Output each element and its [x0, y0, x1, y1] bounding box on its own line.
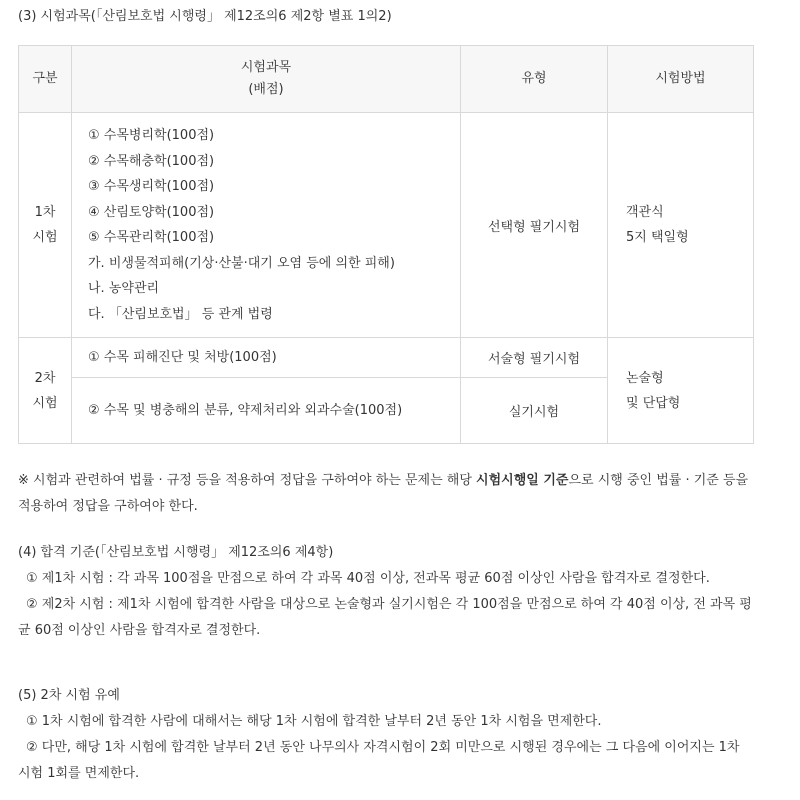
second-exam-method-line2: 및 단답형 [626, 395, 681, 411]
note-bold: 시험시행일 기준 [476, 473, 569, 488]
second-exam-subject-1 [72, 338, 461, 378]
list-item: ④ 산림토양학(100점) [88, 204, 215, 220]
header-subject-points: (배점) [248, 82, 284, 97]
table-row-first-exam [19, 113, 754, 338]
second-exam-label-line1: 2차 [34, 370, 56, 386]
first-exam-method-line2: 5지 택일형 [626, 230, 689, 245]
section-4-item-2: ② 제2차 시험 : 제1차 시험에 합격한 사람을 대상으로 논술형과 실기시험은 각 100점을 만점으로 하여 각 40점 이상, 전 과목 평균 60점 이상인 사람을 합격자로 결정한다. [18, 597, 752, 638]
second-exam-subject-1-text: ① 수목 피해진단 및 처방(100점) [88, 350, 277, 365]
list-item: 나. 농약관리 [88, 281, 160, 296]
list-item: 가. 비생물적피해(기상·산불·대기 오염 등에 의한 피해) [88, 255, 395, 271]
second-exam-subject-2 [72, 378, 461, 444]
header-type: 유형 [461, 46, 608, 113]
list-item: ⑤ 수목관리학(100점) [88, 230, 215, 245]
header-method: 시험방법 [608, 46, 754, 113]
note-suffix: 으로 시행 중인 법률 · 기준 등을 적용하여 정답을 구하여야 한다. [18, 473, 749, 514]
list-item: ③ 수목생리학(100점) [88, 179, 215, 194]
first-exam-type: 선택형 필기시험 [461, 113, 608, 338]
section-5 [18, 683, 756, 787]
list-item: 다. 「산림보호법」 등 관계 법령 [88, 306, 273, 322]
section-5-heading: (5) 2차 시험 유예 [18, 688, 120, 703]
section-4-heading: (4) 합격 기준(「산림보호법 시행령」 제12조의6 제4항) [18, 545, 334, 560]
note-prefix: ※ 시험과 관련하여 법률 · 규정 등을 적용하여 정답을 구하여야 하는 문제는 해당 [18, 473, 477, 488]
table-header-row [19, 46, 754, 113]
first-exam-label-line1: 1차 [34, 205, 56, 220]
second-exam-type-1: 서술형 필기시험 [461, 338, 608, 378]
second-exam-type-2: 실기시험 [461, 378, 608, 444]
second-exam-label [19, 338, 72, 444]
table-row-second-exam-a [19, 338, 754, 378]
second-exam-method-line1: 논술형 [626, 370, 664, 386]
second-exam-subject-2-text: ② 수목 및 병충해의 분류, 약제처리와 외과수술(100점) [88, 403, 403, 418]
first-exam-label [19, 113, 72, 338]
section-4 [18, 540, 756, 644]
first-exam-method [608, 113, 754, 338]
first-exam-subjects [72, 113, 461, 338]
header-subject [72, 46, 461, 113]
exam-subjects-table [18, 45, 754, 444]
second-exam-method [608, 338, 754, 444]
section-3-heading: (3) 시험과목(「산림보호법 시행령」 제12조의6 제2항 별표 1의2) [18, 9, 392, 24]
header-division: 구분 [19, 46, 72, 113]
list-item: ② 수목해충학(100점) [88, 153, 215, 169]
section-5-item-2: ② 다만, 해당 1차 시험에 합격한 날부터 2년 동안 나무의사 자격시험이 2회 미만으로 시행된 경우에는 그 다음에 이어지는 1차 시험 1회를 면제한다. [18, 740, 740, 781]
section-5-item-1: ① 1차 시험에 합격한 사람에 대해서는 해당 1차 시험에 합격한 날부터 2년 동안 1차 시험을 면제한다. [26, 714, 602, 729]
first-exam-method-line1: 객관식 [626, 205, 664, 220]
first-exam-label-line2: 시험 [32, 230, 58, 245]
section-4-item-1: ① 제1차 시험 : 각 과목 100점을 만점으로 하여 각 과목 40점 이상, 전과목 평균 60점 이상인 사람을 합격자로 결정한다. [26, 571, 710, 586]
exam-law-note [18, 468, 756, 520]
second-exam-label-line2: 시험 [32, 395, 58, 411]
header-subject-title: 시험과목 [240, 60, 292, 75]
list-item: ① 수목병리학(100점) [88, 128, 215, 143]
